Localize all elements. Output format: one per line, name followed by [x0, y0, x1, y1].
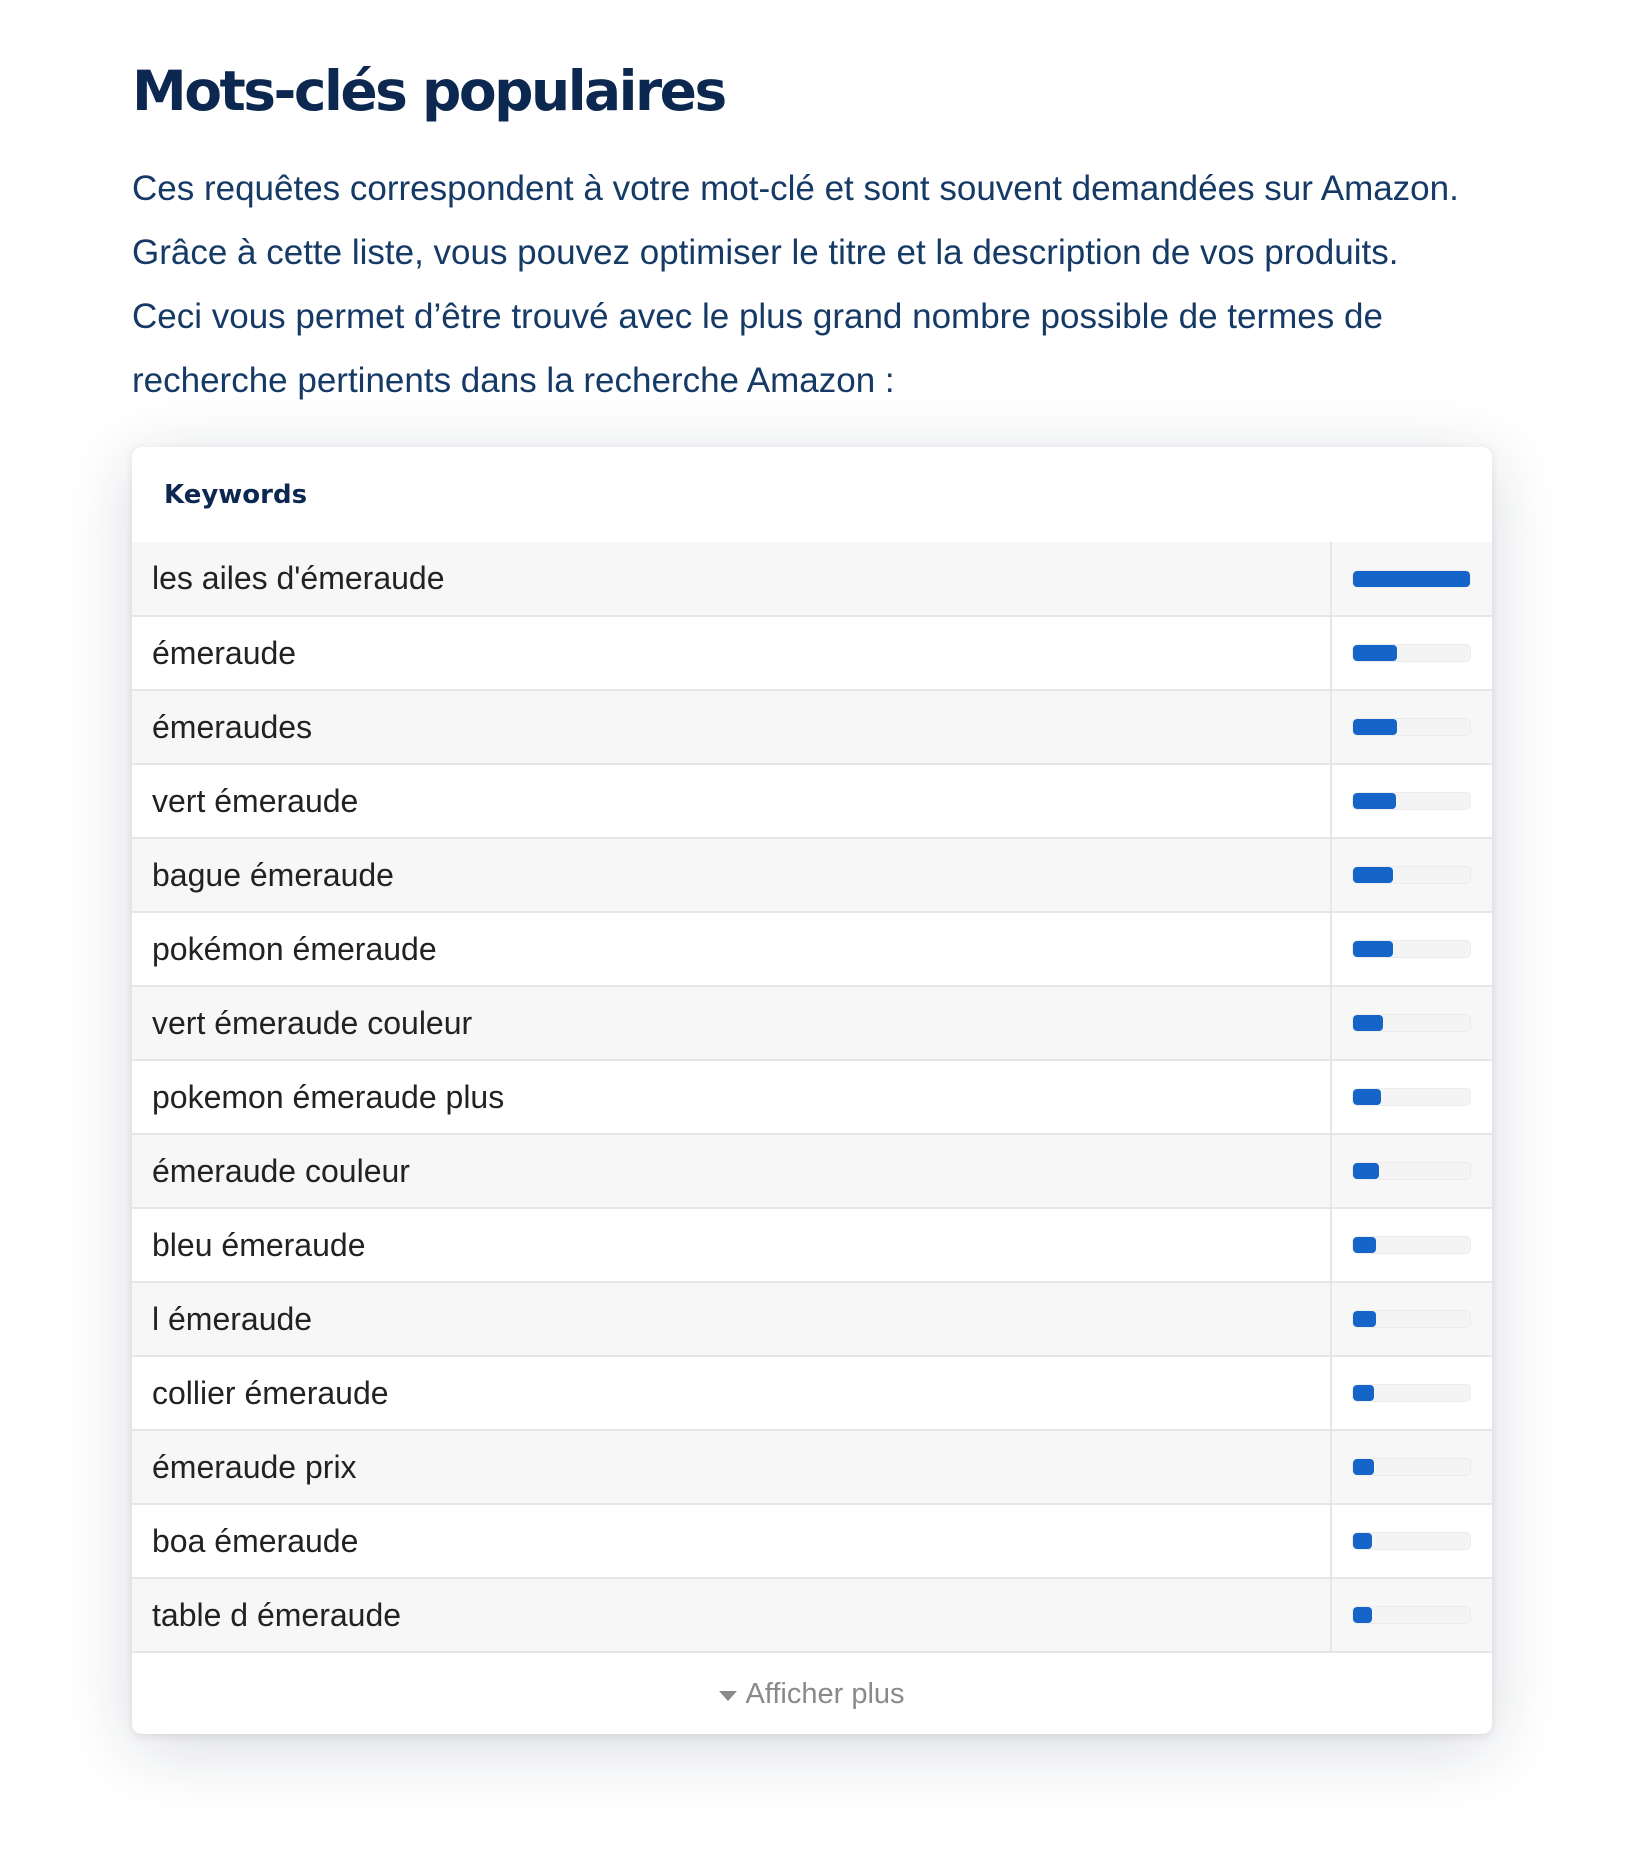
keywords-card — [132, 447, 1492, 1734]
table-row — [132, 1060, 1492, 1134]
popularity-cell — [1331, 1578, 1492, 1652]
popularity-bar — [1352, 940, 1471, 958]
popularity-bar-fill — [1353, 719, 1397, 735]
keyword-cell: pokemon émeraude plus — [132, 1060, 1331, 1134]
popularity-bar — [1352, 1458, 1471, 1476]
caret-down-icon — [719, 1691, 737, 1701]
keyword-cell: boa émeraude — [132, 1504, 1331, 1578]
page-title: Mots-clés populaires — [132, 59, 725, 123]
keyword-cell: bague émeraude — [132, 838, 1331, 912]
keyword-cell: émeraudes — [132, 690, 1331, 764]
popularity-bar — [1352, 718, 1471, 736]
popularity-bar-fill — [1353, 645, 1397, 661]
popularity-bar — [1352, 866, 1471, 884]
popularity-bar — [1352, 1014, 1471, 1032]
keyword-cell: pokémon émeraude — [132, 912, 1331, 986]
popularity-bar-fill — [1353, 941, 1393, 957]
popularity-cell — [1331, 986, 1492, 1060]
keyword-cell: émeraude couleur — [132, 1134, 1331, 1208]
keywords-table-header: Keywords — [164, 479, 308, 510]
popularity-bar-fill — [1353, 1607, 1372, 1623]
popularity-bar — [1352, 1310, 1471, 1328]
popularity-bar-fill — [1353, 793, 1396, 809]
popularity-bar — [1352, 644, 1471, 662]
popularity-cell — [1331, 764, 1492, 838]
popularity-bar-fill — [1353, 1385, 1374, 1401]
table-row — [132, 542, 1492, 616]
popularity-cell — [1331, 616, 1492, 690]
popularity-bar-fill — [1353, 1237, 1376, 1253]
keyword-cell: vert émeraude — [132, 764, 1331, 838]
popularity-cell — [1331, 690, 1492, 764]
table-row — [132, 1282, 1492, 1356]
popularity-bar — [1352, 1384, 1471, 1402]
popularity-bar — [1352, 1606, 1471, 1624]
popularity-cell — [1331, 838, 1492, 912]
table-row — [132, 838, 1492, 912]
popularity-cell — [1331, 1060, 1492, 1134]
popularity-cell — [1331, 912, 1492, 986]
table-row — [132, 690, 1492, 764]
keyword-cell: émeraude prix — [132, 1430, 1331, 1504]
table-row — [132, 986, 1492, 1060]
table-row — [132, 1430, 1492, 1504]
keyword-cell: collier émeraude — [132, 1356, 1331, 1430]
keyword-cell: l émeraude — [132, 1282, 1331, 1356]
table-row — [132, 1578, 1492, 1652]
popularity-cell — [1331, 1356, 1492, 1430]
popularity-bar-fill — [1353, 867, 1393, 883]
popularity-bar-fill — [1353, 1459, 1374, 1475]
popularity-cell — [1331, 1430, 1492, 1504]
popularity-bar — [1352, 1162, 1471, 1180]
popularity-bar-fill — [1353, 1163, 1379, 1179]
popularity-bar — [1352, 1088, 1471, 1106]
keyword-cell: vert émeraude couleur — [132, 986, 1331, 1060]
popularity-bar — [1352, 1236, 1471, 1254]
table-row — [132, 616, 1492, 690]
keyword-cell: émeraude — [132, 616, 1331, 690]
table-row — [132, 1356, 1492, 1430]
popularity-cell — [1331, 1282, 1492, 1356]
popularity-cell — [1331, 1208, 1492, 1282]
table-row — [132, 1134, 1492, 1208]
intro-paragraph: Ces requêtes correspondent à votre mot-clé et sont souvent demandées sur Amazon. Grâce à cette liste, vous pouvez optimiser le titre et la description de vos produits. Ceci vous permet d’être trouvé avec le plus grand nombre possible de termes de recherche pertinents dans la recherche Amazon : — [132, 169, 1459, 400]
show-more-button[interactable] — [132, 1653, 1492, 1734]
popularity-bar-fill — [1353, 1533, 1372, 1549]
table-row — [132, 1208, 1492, 1282]
keyword-cell: bleu émeraude — [132, 1208, 1331, 1282]
keyword-cell: les ailes d'émeraude — [132, 542, 1331, 616]
table-row — [132, 1504, 1492, 1578]
popularity-cell — [1331, 1504, 1492, 1578]
popularity-bar-fill — [1353, 571, 1470, 587]
popularity-bar-fill — [1353, 1311, 1376, 1327]
popularity-bar — [1352, 570, 1471, 588]
popularity-bar-fill — [1353, 1089, 1381, 1105]
show-more-label: Afficher plus — [745, 1677, 905, 1710]
popularity-cell — [1331, 1134, 1492, 1208]
popularity-bar — [1352, 792, 1471, 810]
table-row — [132, 764, 1492, 838]
keyword-cell: table d émeraude — [132, 1578, 1331, 1652]
popularity-cell — [1331, 542, 1492, 616]
popularity-bar-fill — [1353, 1015, 1383, 1031]
popularity-bar — [1352, 1532, 1471, 1550]
table-row — [132, 912, 1492, 986]
keywords-table — [132, 542, 1492, 1653]
